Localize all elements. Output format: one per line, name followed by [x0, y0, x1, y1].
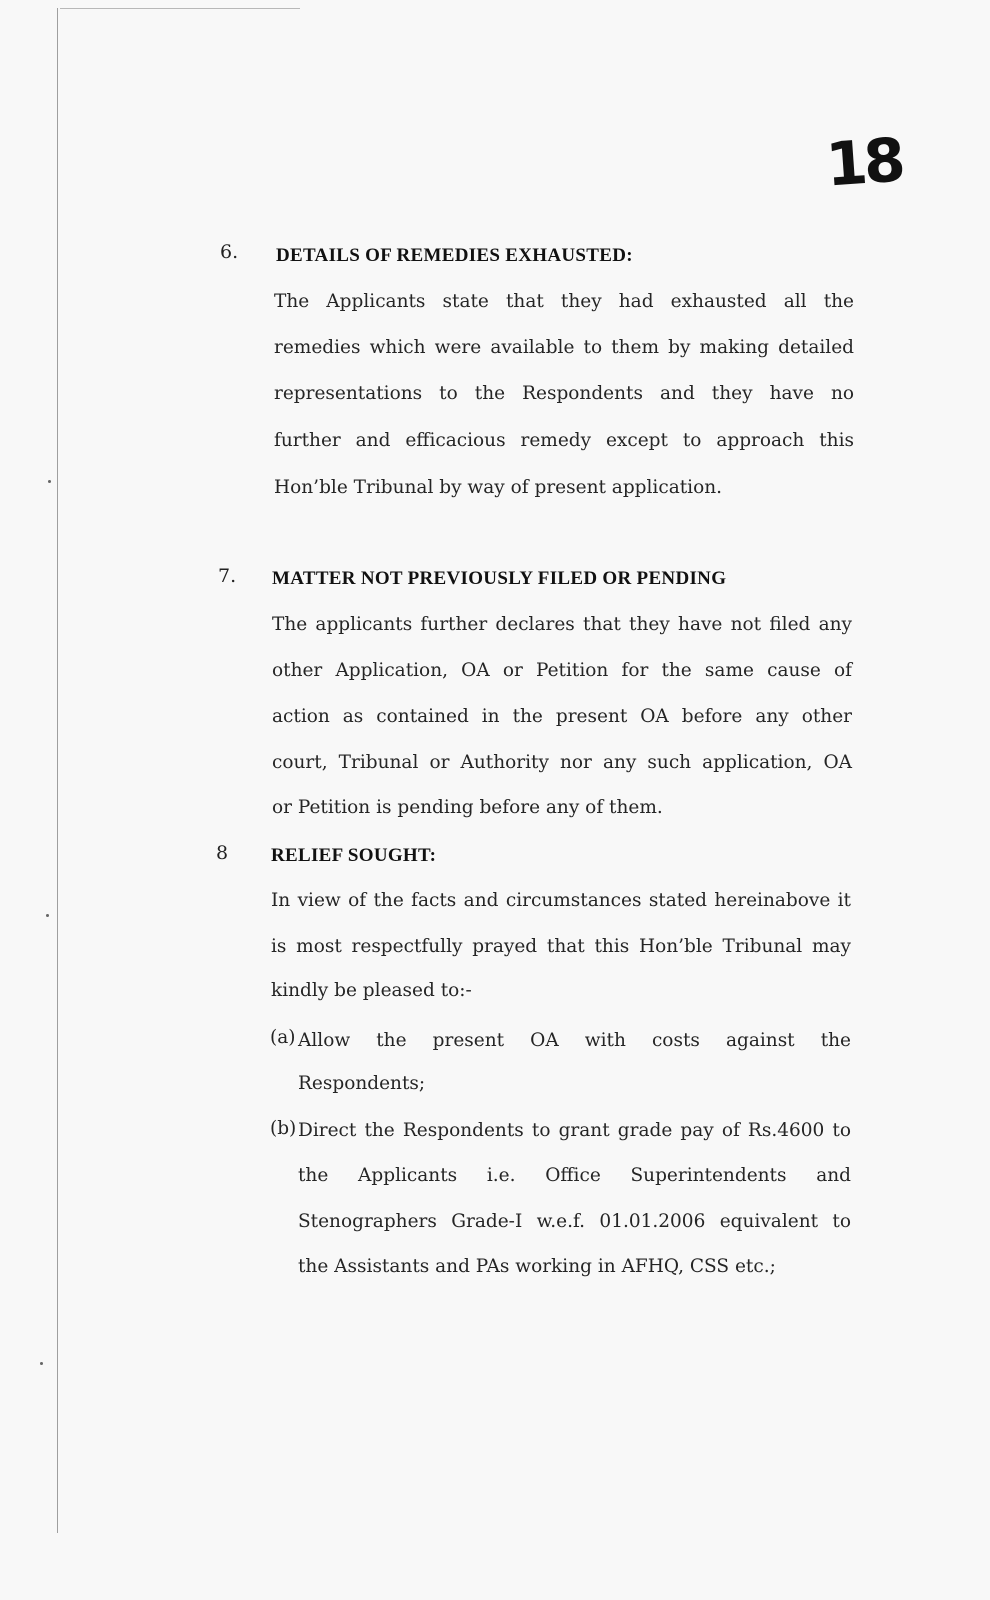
paragraph-line: The applicants further declares that they have not filed any: [272, 614, 852, 635]
paragraph-line: remedies which were available to them by making detailed: [274, 337, 854, 358]
scan-speck: [48, 480, 51, 483]
section-number: 8: [216, 842, 229, 864]
paragraph-line: further and efficacious remedy except to approach this: [274, 430, 854, 451]
section-number: 6.: [220, 241, 239, 263]
scan-speck: [40, 1362, 43, 1365]
paragraph-line: action as contained in the present OA before any other: [272, 706, 852, 727]
paragraph-line: court, Tribunal or Authority nor any such application, OA: [272, 752, 852, 773]
section-number: 7.: [218, 565, 237, 587]
prayer-line: the Assistants and PAs working in AFHQ, CSS etc.;: [298, 1256, 776, 1277]
prayer-line: Respondents;: [298, 1073, 426, 1094]
paragraph-line: representations to the Respondents and they have no: [274, 383, 854, 404]
margin-line: [57, 8, 58, 1533]
prayer-label: (a): [270, 1027, 296, 1048]
prayer-line: Allow the present OA with costs against the: [298, 1030, 851, 1051]
prayer-line: Direct the Respondents to grant grade pay of Rs.4600 to: [298, 1120, 851, 1141]
paragraph-line: other Application, OA or Petition for the same cause of: [272, 660, 852, 681]
section-heading: RELIEF SOUGHT:: [271, 845, 437, 866]
top-pen-stroke: [60, 8, 300, 9]
paragraph-line: In view of the facts and circumstances stated hereinabove it: [271, 890, 851, 911]
paragraph-line: The Applicants state that they had exhausted all the: [274, 291, 854, 312]
scan-speck: [46, 914, 49, 917]
paragraph-line: Hon’ble Tribunal by way of present application.: [274, 477, 723, 498]
handwritten-page-number: 18: [823, 125, 904, 201]
paragraph-line: kindly be pleased to:-: [271, 980, 472, 1001]
section-heading: MATTER NOT PREVIOUSLY FILED OR PENDING: [272, 568, 727, 589]
section-heading: DETAILS OF REMEDIES EXHAUSTED:: [276, 245, 633, 266]
prayer-label: (b): [270, 1118, 297, 1139]
prayer-line: the Applicants i.e. Office Superintendents and: [298, 1165, 851, 1186]
paragraph-line: is most respectfully prayed that this Hon’ble Tribunal may: [271, 936, 851, 957]
paragraph-line: or Petition is pending before any of them.: [272, 797, 663, 818]
prayer-line: Stenographers Grade-I w.e.f. 01.01.2006 equivalent to: [298, 1211, 851, 1232]
